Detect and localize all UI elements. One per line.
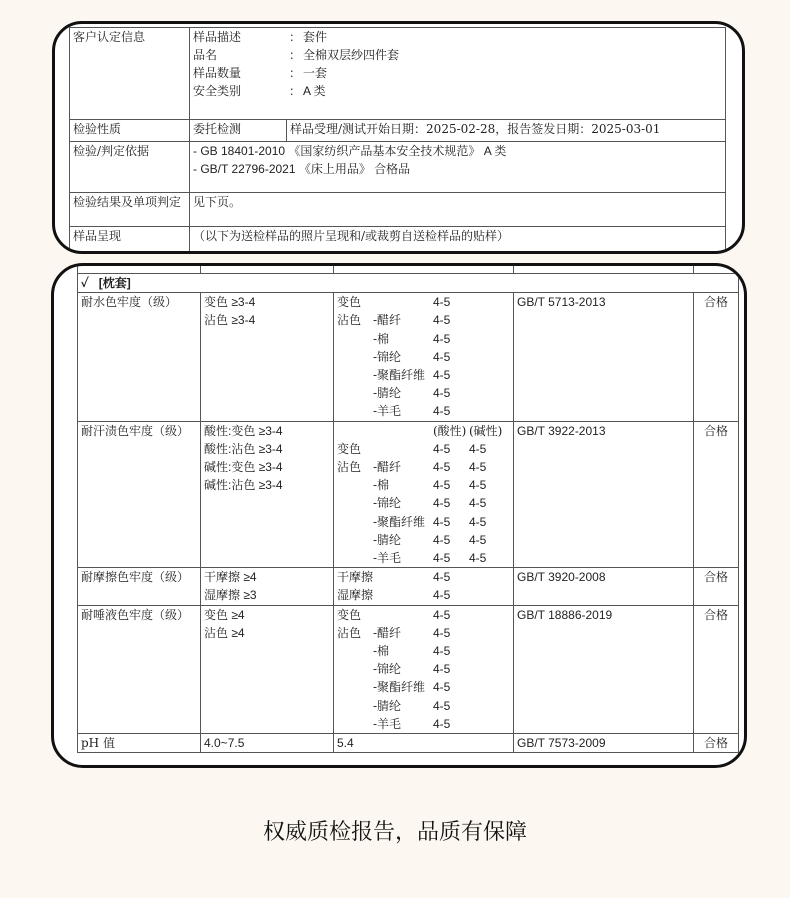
results-cell <box>334 605 514 733</box>
item-name: 耐水色牢度（级） <box>78 293 201 421</box>
result-grade: 4-5 <box>433 625 451 640</box>
result-line <box>337 642 510 660</box>
field-key: 安全类别 <box>193 84 242 98</box>
result-category <box>337 715 373 733</box>
result-category: 沾色 <box>337 625 362 640</box>
result-category: 变色 <box>337 295 362 310</box>
result-grade-alkaline: 4-5 <box>469 460 487 475</box>
result-line <box>337 715 510 733</box>
result-line <box>337 678 510 696</box>
result-row <box>78 605 739 733</box>
result-line <box>337 624 510 642</box>
result-grade: 4-5 <box>433 460 451 475</box>
result-category: 沾色 <box>337 313 362 328</box>
result-category <box>337 402 373 420</box>
field-value: 套件 <box>303 30 328 44</box>
result-label: 干摩擦 <box>337 570 374 585</box>
result-category <box>337 549 373 567</box>
result-grade: 4-5 <box>433 662 451 677</box>
result-category <box>337 642 373 660</box>
requirement-line: 干摩擦 ≥4 <box>204 570 257 585</box>
sample-row <box>70 227 726 255</box>
requirement-line: 沾色 ≥3-4 <box>204 313 256 328</box>
result-line <box>337 458 510 476</box>
result-grade: 4-5 <box>433 386 451 401</box>
result-grade: 4-5 <box>433 716 451 731</box>
result-category <box>337 697 373 715</box>
requirement-line: 湿摩擦 ≥3 <box>204 588 257 603</box>
field-key: 样品描述 <box>193 30 242 44</box>
result-fiber: -锦纶 <box>373 662 402 677</box>
result-fiber: -醋纤 <box>373 460 402 475</box>
section-title-cell <box>78 274 739 293</box>
result-fiber: -棉 <box>373 331 390 346</box>
result-line <box>337 660 510 678</box>
result-category: 变色 <box>337 607 362 622</box>
verdict: 合格 <box>694 605 739 733</box>
result-fiber: -棉 <box>373 478 390 493</box>
result-category <box>337 531 373 549</box>
result-grade: 4-5 <box>433 514 451 529</box>
result-row <box>78 568 739 605</box>
result-fiber: -棉 <box>373 644 390 659</box>
result-grade: 4-5 <box>433 698 451 713</box>
report-info-frame <box>52 21 745 254</box>
result-grade-alkaline: 4-5 <box>469 532 487 547</box>
item-name: 耐唾液色牢度（级） <box>78 605 201 733</box>
item-name: pH 值 <box>78 734 201 753</box>
spacer-cell <box>694 266 739 274</box>
result-category: 变色 <box>337 441 362 456</box>
test-method: GB/T 5713-2013 <box>514 293 694 421</box>
client-info-row <box>70 28 726 120</box>
field-colon: ： <box>289 84 302 98</box>
requirement-line: 4.0~7.5 <box>204 736 245 751</box>
requirements-cell <box>201 293 334 421</box>
nature-row <box>70 120 726 142</box>
field-value: A 类 <box>303 84 326 98</box>
result-fiber: -聚酯纤维 <box>373 514 426 529</box>
test-results-table <box>77 265 739 753</box>
result-category <box>337 476 373 494</box>
verdict: 合格 <box>694 734 739 753</box>
basis-row <box>70 142 726 193</box>
field-value: 全棉双层纱四件套 <box>303 48 400 62</box>
result-fiber: -醋纤 <box>373 313 402 328</box>
requirement-line: 碱性:变色 ≥3-4 <box>204 460 283 475</box>
sample-label: 样品呈现 <box>70 227 190 255</box>
result-value: 5.4 <box>337 736 354 751</box>
result-row <box>78 421 739 568</box>
requirement-line: 酸性:变色 ≥3-4 <box>204 423 283 438</box>
result-grade: 4-5 <box>433 607 451 622</box>
result-fiber <box>373 606 433 624</box>
result-line <box>337 440 510 458</box>
result-line <box>337 697 510 715</box>
requirement-line: 酸性:沾色 ≥3-4 <box>204 441 283 456</box>
result-fiber: -锦纶 <box>373 496 402 511</box>
field-colon: ： <box>289 30 302 44</box>
result-line <box>337 549 510 567</box>
result-category <box>337 678 373 696</box>
result-fiber: -醋纤 <box>373 625 402 640</box>
field-key: 品名 <box>193 48 218 62</box>
result-grade: 4-5 <box>433 295 451 310</box>
requirements-cell <box>201 568 334 605</box>
caption: 权威质检报告，品质有保障 <box>262 820 527 845</box>
requirements-cell <box>201 605 334 733</box>
result-row <box>78 293 739 421</box>
result-line <box>337 366 510 384</box>
spacer-cell <box>78 266 201 274</box>
spacer-cell <box>334 266 514 274</box>
result-grade: 4-5 <box>433 368 451 383</box>
basis-line: - GB/T 22796-2021 《床上用品》 合格品 <box>193 162 411 176</box>
requirement-line: 碱性:沾色 ≥3-4 <box>204 478 283 493</box>
result-grade: 4-5 <box>433 331 451 346</box>
result-grade: 4-5 <box>433 570 451 585</box>
result-line <box>337 531 510 549</box>
result-line <box>337 311 510 329</box>
verdict: 合格 <box>694 568 739 605</box>
result-category <box>337 494 373 512</box>
requirement-line: 变色 ≥4 <box>204 607 245 622</box>
result-fiber: -腈纶 <box>373 698 402 713</box>
result-category <box>337 348 373 366</box>
result-fiber: -腈纶 <box>373 386 402 401</box>
acid-header: (酸性) <box>433 423 467 438</box>
nature-value: 委托检测 <box>190 120 287 142</box>
result-line <box>337 384 510 402</box>
result-line <box>337 402 510 420</box>
requirement-line: 沾色 ≥4 <box>204 625 245 640</box>
result-grade: 4-5 <box>433 349 451 364</box>
result-line <box>337 494 510 512</box>
test-method: GB/T 7573-2009 <box>514 734 694 753</box>
field-colon: ： <box>289 48 302 62</box>
result-row <box>78 734 739 753</box>
result-grade: 4-5 <box>433 313 451 328</box>
result-category <box>337 384 373 402</box>
field-row <box>193 28 722 46</box>
result-line <box>337 348 510 366</box>
result-category <box>337 513 373 531</box>
test-results-frame <box>51 263 747 768</box>
result-grade: 4-5 <box>433 441 451 456</box>
sample-value: （以下为送检样品的照片呈现和/或裁剪自送检样品的贴样） <box>190 227 726 255</box>
item-name: 耐汗渍色牢度（级） <box>78 421 201 568</box>
result-grade: 4-5 <box>433 496 451 511</box>
result-line <box>337 568 510 586</box>
result-grade-alkaline: 4-5 <box>469 551 487 566</box>
basis-label: 检验/判定依据 <box>70 142 190 193</box>
result-category: 沾色 <box>337 460 362 475</box>
result-line <box>337 586 510 604</box>
results-cell <box>334 293 514 421</box>
result-fiber: -聚酯纤维 <box>373 680 426 695</box>
report-info-table <box>69 27 726 254</box>
spacer-cell <box>514 266 694 274</box>
result-grade-alkaline: 4-5 <box>469 496 487 511</box>
result-line <box>337 293 510 311</box>
nature-label: 检验性质 <box>70 120 190 142</box>
result-fiber <box>373 293 433 311</box>
results-header <box>337 422 510 440</box>
field-row <box>193 64 722 82</box>
result-label: 湿摩擦 <box>337 588 374 603</box>
results-cell <box>334 734 514 753</box>
result-grade: 4-5 <box>433 404 451 419</box>
field-key: 样品数量 <box>193 66 242 80</box>
result-label: 检验结果及单项判定 <box>70 193 190 227</box>
result-fiber <box>373 440 433 458</box>
result-line <box>337 606 510 624</box>
spacer-cell <box>201 266 334 274</box>
basis-lines <box>190 142 726 193</box>
result-grade-alkaline: 4-5 <box>469 514 487 529</box>
result-value: 见下页。 <box>190 193 726 227</box>
basis-line: - GB 18401-2010 《国家纺织产品基本安全技术规范》 A 类 <box>193 144 507 158</box>
client-info-fields <box>190 28 726 120</box>
field-row <box>193 46 722 64</box>
result-grade: 4-5 <box>433 644 451 659</box>
dates-value: 样品受理/测试开始日期：2025-02-28，报告签发日期：2025-03-01 <box>287 120 726 142</box>
result-grade: 4-5 <box>433 551 451 566</box>
result-category <box>337 330 373 348</box>
requirement-line: 变色 ≥3-4 <box>204 295 256 310</box>
alkaline-header: (碱性) <box>469 423 503 438</box>
result-grade: 4-5 <box>433 532 451 547</box>
result-grade-alkaline: 4-5 <box>469 441 487 456</box>
requirements-cell <box>201 734 334 753</box>
result-line <box>337 513 510 531</box>
field-row <box>193 82 722 100</box>
result-grade: 4-5 <box>433 478 451 493</box>
test-method: GB/T 3920-2008 <box>514 568 694 605</box>
check-icon: ✓ <box>81 276 89 290</box>
result-fiber: -羊毛 <box>373 551 402 566</box>
test-method: GB/T 18886-2019 <box>514 605 694 733</box>
item-name: 耐摩擦色牢度（级） <box>78 568 201 605</box>
result-row <box>70 193 726 227</box>
result-category <box>337 660 373 678</box>
results-cell <box>334 568 514 605</box>
header-spacer-row <box>78 266 739 274</box>
test-method: GB/T 3922-2013 <box>514 421 694 568</box>
result-fiber: -聚酯纤维 <box>373 368 426 383</box>
field-colon: ： <box>289 66 302 80</box>
result-category <box>337 366 373 384</box>
requirements-cell <box>201 421 334 568</box>
result-line <box>337 330 510 348</box>
result-fiber: -羊毛 <box>373 716 402 731</box>
field-value: 一套 <box>303 66 328 80</box>
verdict: 合格 <box>694 421 739 568</box>
result-grade: 4-5 <box>433 588 451 603</box>
client-info-label: 客户认定信息 <box>70 28 190 120</box>
result-grade-alkaline: 4-5 <box>469 478 487 493</box>
result-grade: 4-5 <box>433 680 451 695</box>
results-cell <box>334 421 514 568</box>
section-title: [枕套] <box>98 276 131 290</box>
section-row <box>78 274 739 293</box>
result-fiber: -腈纶 <box>373 532 402 547</box>
result-fiber: -羊毛 <box>373 404 402 419</box>
verdict: 合格 <box>694 293 739 421</box>
result-line <box>337 476 510 494</box>
result-fiber: -锦纶 <box>373 349 402 364</box>
